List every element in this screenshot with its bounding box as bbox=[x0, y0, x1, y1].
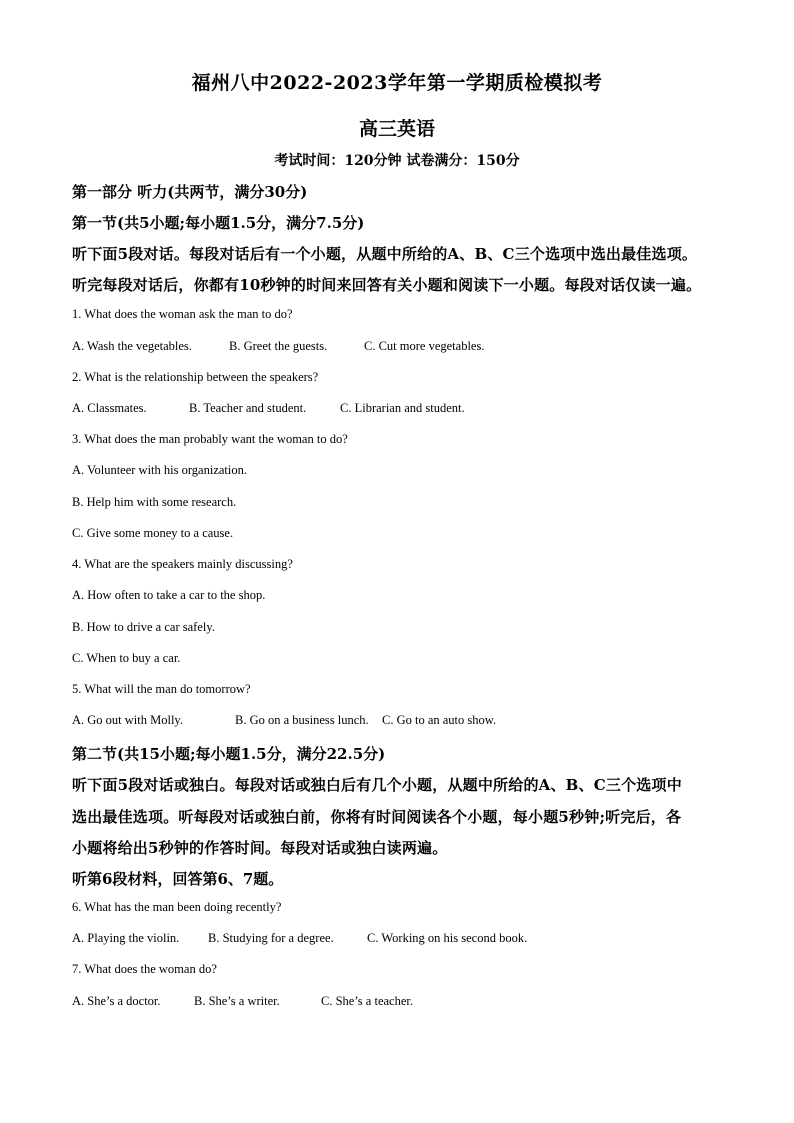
question-stem: 5. What will the man do tomorrow? bbox=[72, 682, 251, 696]
option-b: B. Greet the guests. bbox=[229, 339, 328, 353]
answer-options bbox=[72, 994, 413, 1009]
option-b: B. She’s a writer. bbox=[194, 994, 280, 1008]
part1-heading: 第一部分 听力(共两节，满分30分) bbox=[72, 183, 308, 201]
option-b: B. Studying for a degree. bbox=[208, 931, 334, 945]
option-c: C. She’s a teacher. bbox=[321, 994, 413, 1008]
option-b: B. Go on a business lunch. bbox=[235, 713, 369, 727]
answer-options bbox=[72, 931, 527, 946]
option-b: B. Help him with some research. bbox=[72, 495, 237, 509]
option-a: A. She’s a doctor. bbox=[72, 994, 161, 1008]
section1-heading: 第一节(共5小题;每小题1.5分，满分7.5分) bbox=[72, 214, 365, 232]
exam-subject: 高三英语 bbox=[358, 118, 435, 140]
question-stem: 3. What does the man probably want the woman to do? bbox=[72, 432, 348, 446]
answer-options bbox=[72, 339, 484, 354]
option-a: A. Wash the vegetables. bbox=[72, 339, 192, 353]
option-b: B. How to drive a car safely. bbox=[72, 620, 215, 634]
option-a: A. Classmates. bbox=[72, 401, 147, 415]
option-c: C. Give some money to a cause. bbox=[72, 526, 234, 540]
exam-title: 福州八中2022-2023学年第一学期质检模拟考 bbox=[191, 72, 603, 94]
option-a: A. How often to take a car to the shop. bbox=[72, 588, 266, 602]
option-b: B. Teacher and student. bbox=[189, 401, 307, 415]
section2-instruction-line: 听下面5段对话或独白。每段对话或独白后有几个小题，从题中所给的A、B、C三个选项中 bbox=[72, 776, 682, 794]
option-a: A. Playing the violin. bbox=[72, 931, 180, 945]
section2-heading: 第二节(共15小题;每小题1.5分，满分22.5分) bbox=[72, 745, 386, 763]
option-a: A. Go out with Molly. bbox=[72, 713, 183, 727]
option-c: C. Go to an auto show. bbox=[382, 713, 497, 727]
option-c: C. When to buy a car. bbox=[72, 651, 181, 665]
question-stem: 4. What are the speakers mainly discussing? bbox=[72, 557, 293, 571]
section1-instruction-line: 听完每段对话后，你都有10秒钟的时间来回答有关小题和阅读下一小题。每段对话仅读一遍。 bbox=[72, 276, 702, 294]
question-stem: 1. What does the woman ask the man to do? bbox=[72, 307, 293, 321]
section1-instruction-line: 听下面5段对话。每段对话后有一个小题，从题中所给的A、B、C三个选项中选出最佳选项。 bbox=[72, 245, 698, 263]
option-a: A. Volunteer with his organization. bbox=[72, 463, 247, 477]
option-c: C. Librarian and student. bbox=[340, 401, 465, 415]
answer-options bbox=[72, 713, 496, 728]
exam-time-and-score: 考试时间：120分钟 试卷满分：150分 bbox=[274, 153, 520, 169]
option-c: C. Cut more vegetables. bbox=[364, 339, 485, 353]
answer-options bbox=[72, 401, 465, 416]
question-stem: 6. What has the man been doing recently? bbox=[72, 900, 282, 914]
option-c: C. Working on his second book. bbox=[367, 931, 528, 945]
question-stem: 7. What does the woman do? bbox=[72, 962, 217, 976]
section2-instruction-line: 小题将给出5秒钟的作答时间。每段对话或独白读两遍。 bbox=[72, 839, 448, 857]
material-note: 听第6段材料，回答第6、7题。 bbox=[72, 870, 284, 888]
question-stem: 2. What is the relationship between the speakers? bbox=[72, 370, 319, 384]
section2-instruction-line: 选出最佳选项。听每段对话或独白前，你将有时间阅读各个小题，每小题5秒钟;听完后，各 bbox=[72, 808, 682, 826]
